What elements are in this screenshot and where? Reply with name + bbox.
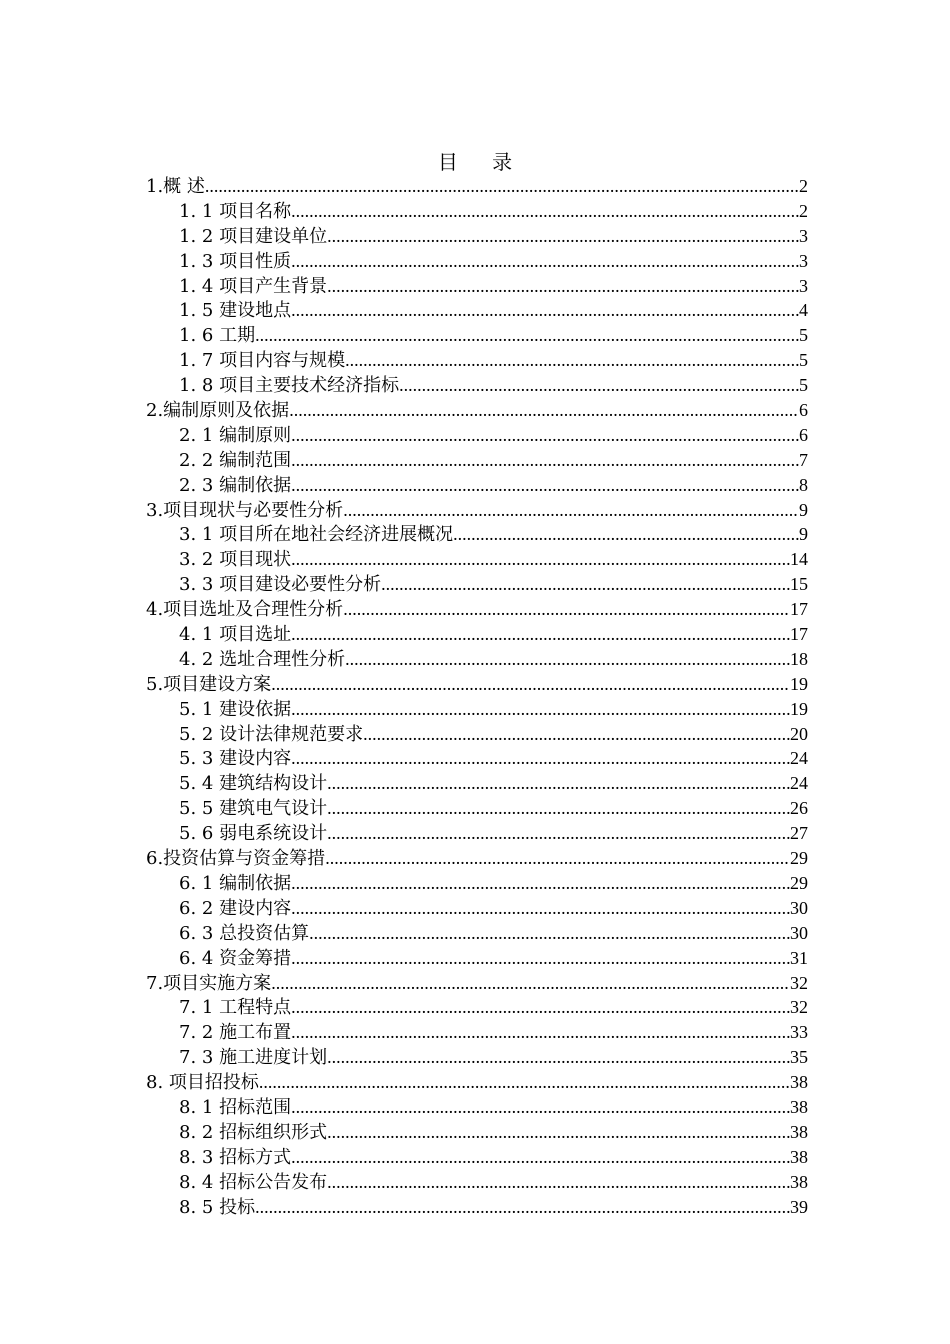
toc-entry-page-number: 5 xyxy=(799,375,808,396)
toc-dot-leader xyxy=(327,796,790,821)
toc-dot-leader xyxy=(291,249,799,274)
toc-dot-leader xyxy=(363,722,790,747)
toc-dot-leader xyxy=(453,522,799,547)
toc-entry-page-number: 6 xyxy=(799,424,808,445)
toc-entry-page-number: 19 xyxy=(790,698,808,719)
toc-entry-page-number: 30 xyxy=(790,897,808,918)
toc-entry-label: 1. 8 项目主要技术经济指标 xyxy=(179,375,400,397)
toc-entry-page-number: 14 xyxy=(790,549,808,570)
toc-dot-leader xyxy=(291,697,790,722)
toc-entry[interactable] xyxy=(146,1070,808,1095)
toc-entry-label: 8. 1 招标范围 xyxy=(179,1096,292,1118)
toc-dot-leader xyxy=(325,846,790,871)
toc-entry-page-number: 2 xyxy=(799,176,808,196)
toc-entry-page-number: 32 xyxy=(790,997,808,1018)
toc-entry-label: 2. 1 编制原则 xyxy=(179,424,292,446)
toc-entry[interactable] xyxy=(146,274,808,299)
toc-entry-label: 5. 5 建筑电气设计 xyxy=(179,798,328,820)
toc-entry[interactable] xyxy=(146,846,808,871)
toc-entry-page-number: 7 xyxy=(799,449,808,470)
toc-dot-leader xyxy=(327,1120,790,1145)
toc-entry-label: 2. 3 编制依据 xyxy=(179,474,292,496)
toc-entry-page-number: 9 xyxy=(799,499,808,520)
toc-entry-label: 1.概 述 xyxy=(146,176,205,197)
toc-entry-label: 3. 3 项目建设必要性分析 xyxy=(179,574,382,596)
toc-entry[interactable] xyxy=(146,796,808,821)
toc-dot-leader xyxy=(291,448,799,473)
toc-entry-label: 7.项目实施方案 xyxy=(146,972,272,994)
toc-entry-label: 5. 2 设计法律规范要求 xyxy=(179,723,364,745)
toc-entry-page-number: 38 xyxy=(790,1096,808,1117)
toc-dot-leader xyxy=(205,174,799,199)
toc-entry[interactable] xyxy=(146,896,808,921)
toc-entry-page-number: 17 xyxy=(790,599,808,620)
toc-entry-label: 1. 7 项目内容与规模 xyxy=(179,350,346,372)
toc-dot-leader xyxy=(327,821,790,846)
toc-entry-label: 4.项目选址及合理性分析 xyxy=(146,599,344,621)
toc-entry[interactable] xyxy=(146,871,808,896)
toc-entry-page-number: 27 xyxy=(790,823,808,844)
toc-entry-label: 3.项目现状与必要性分析 xyxy=(146,499,344,521)
toc-entry-page-number: 4 xyxy=(799,300,808,321)
toc-entry[interactable] xyxy=(146,622,808,647)
toc-entry[interactable] xyxy=(146,995,808,1020)
toc-entry[interactable] xyxy=(146,722,808,747)
toc-entry-page-number: 38 xyxy=(790,1146,808,1167)
toc-entry-page-number: 38 xyxy=(790,1171,808,1192)
toc-dot-leader xyxy=(291,896,790,921)
toc-entry-page-number: 38 xyxy=(790,1072,808,1093)
toc-entry-label: 8. 5 投标 xyxy=(179,1196,256,1218)
toc-entry-label: 1. 3 项目性质 xyxy=(179,250,292,272)
toc-dot-leader xyxy=(291,298,799,323)
toc-entry[interactable] xyxy=(146,199,808,224)
toc-entry-page-number: 3 xyxy=(799,250,808,271)
toc-entry-label: 5. 3 建设内容 xyxy=(179,748,292,770)
toc-dot-leader xyxy=(291,1095,790,1120)
toc-entry-label: 1. 2 项目建设单位 xyxy=(179,225,328,247)
toc-entry[interactable] xyxy=(146,547,808,572)
toc-entry[interactable] xyxy=(146,498,808,523)
toc-entry-page-number: 24 xyxy=(790,773,808,794)
toc-entry[interactable] xyxy=(146,174,808,199)
toc-entry-page-number: 24 xyxy=(790,748,808,769)
toc-entry-label: 6. 3 总投资估算 xyxy=(179,922,310,944)
toc-entry-page-number: 29 xyxy=(790,872,808,893)
toc-dot-leader xyxy=(291,199,799,224)
toc-entry-label: 5. 1 建设依据 xyxy=(179,698,292,720)
toc-list xyxy=(146,174,808,1219)
toc-entry-page-number: 30 xyxy=(790,922,808,943)
toc-dot-leader xyxy=(291,946,790,971)
toc-dot-leader xyxy=(255,1195,790,1220)
toc-dot-leader xyxy=(291,1145,790,1170)
toc-entry[interactable] xyxy=(146,423,808,448)
toc-entry[interactable] xyxy=(146,821,808,846)
toc-entry-label: 8. 3 招标方式 xyxy=(179,1146,292,1168)
toc-entry-label: 1. 6 工期 xyxy=(179,325,256,347)
toc-dot-leader xyxy=(343,597,790,622)
toc-dot-leader xyxy=(327,224,799,249)
toc-entry-label: 5.项目建设方案 xyxy=(146,673,272,695)
toc-title: 目 录 xyxy=(437,150,527,174)
toc-dot-leader xyxy=(271,672,790,697)
toc-entry-page-number: 5 xyxy=(799,350,808,371)
toc-entry[interactable] xyxy=(146,672,808,697)
toc-entry[interactable] xyxy=(146,1020,808,1045)
toc-entry-label: 7. 2 施工布置 xyxy=(179,1022,292,1044)
toc-entry[interactable] xyxy=(146,249,808,274)
toc-entry-label: 8. 4 招标公告发布 xyxy=(179,1171,328,1193)
toc-entry[interactable] xyxy=(146,971,808,996)
toc-entry-page-number: 32 xyxy=(790,972,808,993)
toc-entry[interactable] xyxy=(146,921,808,946)
toc-entry[interactable] xyxy=(146,597,808,622)
toc-entry-page-number: 6 xyxy=(799,400,808,421)
toc-entry-page-number: 29 xyxy=(790,848,808,869)
toc-entry-label: 8. 项目招投标 xyxy=(146,1072,259,1094)
toc-entry-label: 8. 2 招标组织形式 xyxy=(179,1121,328,1143)
toc-dot-leader xyxy=(291,473,799,498)
toc-dot-leader xyxy=(345,348,799,373)
toc-dot-leader xyxy=(327,771,790,796)
toc-entry-page-number: 19 xyxy=(790,673,808,694)
toc-dot-leader xyxy=(291,746,790,771)
toc-dot-leader xyxy=(291,995,790,1020)
toc-dot-leader xyxy=(381,572,790,597)
toc-dot-leader xyxy=(291,423,799,448)
toc-entry[interactable] xyxy=(146,473,808,498)
toc-entry-page-number: 20 xyxy=(790,723,808,744)
toc-entry-page-number: 9 xyxy=(799,524,808,545)
toc-entry-label: 5. 4 建筑结构设计 xyxy=(179,773,328,795)
toc-dot-leader xyxy=(327,1170,790,1195)
toc-entry-label: 3. 1 项目所在地社会经济进展概况 xyxy=(179,524,454,546)
toc-entry-page-number: 38 xyxy=(790,1121,808,1142)
toc-dot-leader xyxy=(345,647,790,672)
toc-entry-label: 2.编制原则及依据 xyxy=(146,400,290,422)
toc-entry-label: 7. 3 施工进度计划 xyxy=(179,1047,328,1069)
toc-dot-leader xyxy=(271,971,790,996)
toc-entry[interactable] xyxy=(146,1095,808,1120)
toc-entry-page-number: 2 xyxy=(799,200,808,221)
toc-entry[interactable] xyxy=(146,522,808,547)
toc-entry-page-number: 18 xyxy=(790,648,808,669)
toc-entry[interactable] xyxy=(146,1170,808,1195)
toc-entry[interactable] xyxy=(146,1145,808,1170)
toc-entry[interactable] xyxy=(146,224,808,249)
toc-entry[interactable] xyxy=(146,398,808,423)
toc-dot-leader xyxy=(259,1070,790,1095)
toc-entry[interactable] xyxy=(146,348,808,373)
toc-entry[interactable] xyxy=(146,647,808,672)
toc-entry-label: 1. 1 项目名称 xyxy=(179,200,292,222)
toc-dot-leader xyxy=(327,1045,790,1070)
toc-entry-label: 5. 6 弱电系统设计 xyxy=(179,823,328,845)
toc-entry-label: 4. 2 选址合理性分析 xyxy=(179,648,346,670)
toc-entry[interactable] xyxy=(146,323,808,348)
toc-entry[interactable] xyxy=(146,697,808,722)
toc-entry[interactable] xyxy=(146,572,808,597)
toc-entry-label: 7. 1 工程特点 xyxy=(179,997,292,1019)
toc-entry-label: 6. 4 资金筹措 xyxy=(179,947,292,969)
toc-entry-page-number: 8 xyxy=(799,474,808,495)
toc-entry-label: 1. 5 建设地点 xyxy=(179,300,292,322)
toc-entry[interactable] xyxy=(146,298,808,323)
toc-entry-page-number: 35 xyxy=(790,1047,808,1068)
toc-entry-page-number: 15 xyxy=(790,574,808,595)
toc-dot-leader xyxy=(327,274,799,299)
toc-entry-page-number: 26 xyxy=(790,798,808,819)
toc-dot-leader xyxy=(309,921,790,946)
toc-entry-label: 4. 1 项目选址 xyxy=(179,624,292,646)
toc-entry[interactable] xyxy=(146,946,808,971)
toc-entry-label: 6.投资估算与资金筹措 xyxy=(146,848,326,870)
toc-entry-label: 6. 2 建设内容 xyxy=(179,897,292,919)
toc-entry-page-number: 3 xyxy=(799,275,808,296)
toc-entry[interactable] xyxy=(146,771,808,796)
toc-entry-page-number: 33 xyxy=(790,1022,808,1043)
toc-entry-page-number: 5 xyxy=(799,325,808,346)
toc-dot-leader xyxy=(291,547,790,572)
toc-dot-leader xyxy=(291,871,790,896)
toc-dot-leader xyxy=(289,398,799,423)
toc-entry-label: 3. 2 项目现状 xyxy=(179,549,292,571)
toc-entry-label: 6. 1 编制依据 xyxy=(179,872,292,894)
toc-entry-page-number: 31 xyxy=(790,947,808,968)
toc-entry[interactable] xyxy=(146,373,808,398)
toc-entry-label: 2. 2 编制范围 xyxy=(179,449,292,471)
toc-dot-leader xyxy=(343,498,799,523)
toc-entry[interactable] xyxy=(146,1120,808,1145)
toc-entry[interactable] xyxy=(146,1045,808,1070)
toc-dot-leader xyxy=(291,1020,790,1045)
toc-entry-page-number: 17 xyxy=(790,624,808,645)
toc-entry-page-number: 39 xyxy=(790,1196,808,1217)
toc-entry[interactable] xyxy=(146,746,808,771)
toc-entry[interactable] xyxy=(146,448,808,473)
toc-dot-leader xyxy=(255,323,799,348)
toc-entry[interactable] xyxy=(146,1195,808,1220)
toc-entry-label: 1. 4 项目产生背景 xyxy=(179,275,328,297)
toc-dot-leader xyxy=(291,622,790,647)
toc-entry-page-number: 3 xyxy=(799,225,808,246)
toc-dot-leader xyxy=(399,373,799,398)
